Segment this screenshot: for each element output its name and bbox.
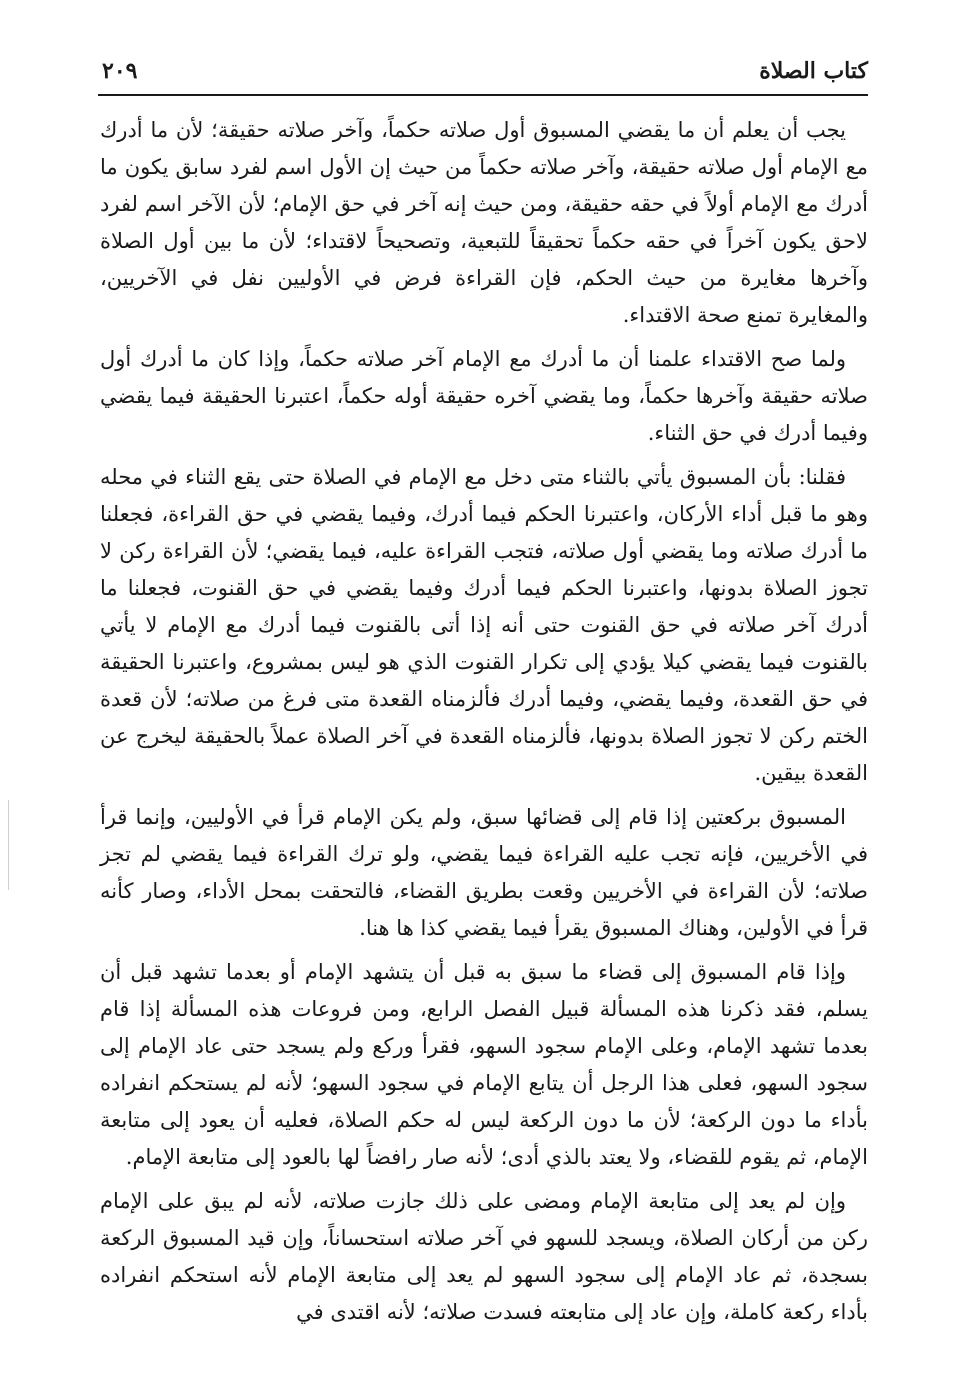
paragraph: وإن لم يعد إلى متابعة الإمام ومضى على ذلك جازت صلاته، لأنه لم يبق على الإمام ركن من أركان الصلاة، ويسجد للسهو في آخر صلاته استحساناً، وإن قيد المسبوق الركعة بسجدة، ثم عاد الإمام إلى سجود السهو لم يعد إلى متابعة الإمام لأنه استحكم انفراده بأداء ركعة كاملة، وإن عاد إلى متابعته فسدت صلاته؛ لأنه اقتدى في — [100, 1189, 868, 1324]
paragraph: المسبوق بركعتين إذا قام إلى قضائها سبق، ولم يكن الإمام قرأ في الأوليين، وإنما قرأ في الأخريين، فإنه تجب عليه القراءة فيما يقضي، ولو ترك القراءة فيما يقضي لم تجز صلاته؛ لأن القراءة في الأخريين وقعت بطريق القضاء، فالتحقت بمحل الأداء، وصار كأنه قرأ في الأولين، وهناك المسبوق يقرأ فيما يقضي كذا ها هنا. — [100, 805, 868, 940]
paragraph: وإذا قام المسبوق إلى قضاء ما سبق به قبل أن يتشهد الإمام أو بعدما تشهد قبل أن يسلم، فقد ذكرنا هذه المسألة قبيل الفصل الرابع، ومن فروعات هذه المسألة إذا قام بعدما تشهد الإمام، وعلى الإمام سجود السهو، فقرأ وركع ولم يسجد حتى عاد الإمام إلى سجود السهو، فعلى هذا الرجل أن يتابع الإمام في سجود السهو؛ لأنه لم يستحكم انفراده بأداء ما دون الركعة؛ لأن ما دون الركعة ليس له حكم الصلاة، فعليه أن يعود إلى متابعة الإمام، ثم يقوم للقضاء، ولا يعتد بالذي أدى؛ لأنه صار رافضاً لها بالعود إلى متابعة الإمام. — [100, 960, 868, 1169]
body-text — [100, 112, 868, 1338]
page-number: ٢٠٩ — [102, 58, 138, 84]
book-title: كتاب الصلاة — [759, 58, 868, 84]
paragraph: فقلنا: بأن المسبوق يأتي بالثناء متى دخل مع الإمام في الصلاة حتى يقع الثناء في محله وهو ما قبل أداء الأركان، واعتبرنا الحكم فيما أدرك، وفيما يقضي في حق القراءة، فجعلنا ما أدرك صلاته وما يقضي أول صلاته، فتجب القراءة عليه، فيما يقضي؛ لأن القراءة ركن لا تجوز الصلاة بدونها، واعتبرنا الحكم فيما أدرك وفيما يقضي في حق القنوت، فجعلنا ما أدرك آخر صلاته في حق القنوت حتى أنه إذا أتى بالقنوت فيما أدرك مع الإمام لا يأتي بالقنوت فيما يقضي كيلا يؤدي إلى تكرار القنوت الذي هو ليس بمشروع، واعتبرنا الحقيقة في حق القعدة، وفيما يقضي، وفيما أدرك فألزمناه القعدة متى فرغ من صلاته؛ لأن قعدة الختم ركن لا تجوز الصلاة بدونها، فألزمناه القعدة في آخر الصلاة عملاً بالحقيقة ليخرج عن القعدة بيقين. — [100, 465, 868, 785]
paragraph: ولما صح الاقتداء علمنا أن ما أدرك مع الإمام آخر صلاته حكماً، وإذا كان ما أدرك أول صلاته حقيقة وآخرها حكماً، وما يقضي آخره حقيقة أوله حكماً، اعتبرنا الحقيقة فيما يقضي وفيما أدرك في حق الثناء. — [100, 347, 868, 445]
running-header — [98, 54, 868, 96]
paragraph: يجب أن يعلم أن ما يقضي المسبوق أول صلاته حكماً، وآخر صلاته حقيقة؛ لأن ما أدرك مع الإمام أول صلاته حقيقة، وآخر صلاته حكماً من حيث إن الأول اسم لفرد سابق يكون ما أدرك مع الإمام أولاً في حقه حقيقة، ومن حيث إنه آخر في حق الإمام؛ لأن الآخر اسم لفرد لاحق يكون آخراً في حقه حكماً تحقيقاً للتبعية، وتصحيحاً لاقتداء؛ لأن ما بين أول الصلاة وآخرها مغايرة من حيث الحكم، فإن القراءة فرض في الأوليين نفل في الآخريين، والمغايرة تمنع صحة الاقتداء. — [100, 118, 868, 327]
scan-margin-mark — [8, 800, 9, 890]
